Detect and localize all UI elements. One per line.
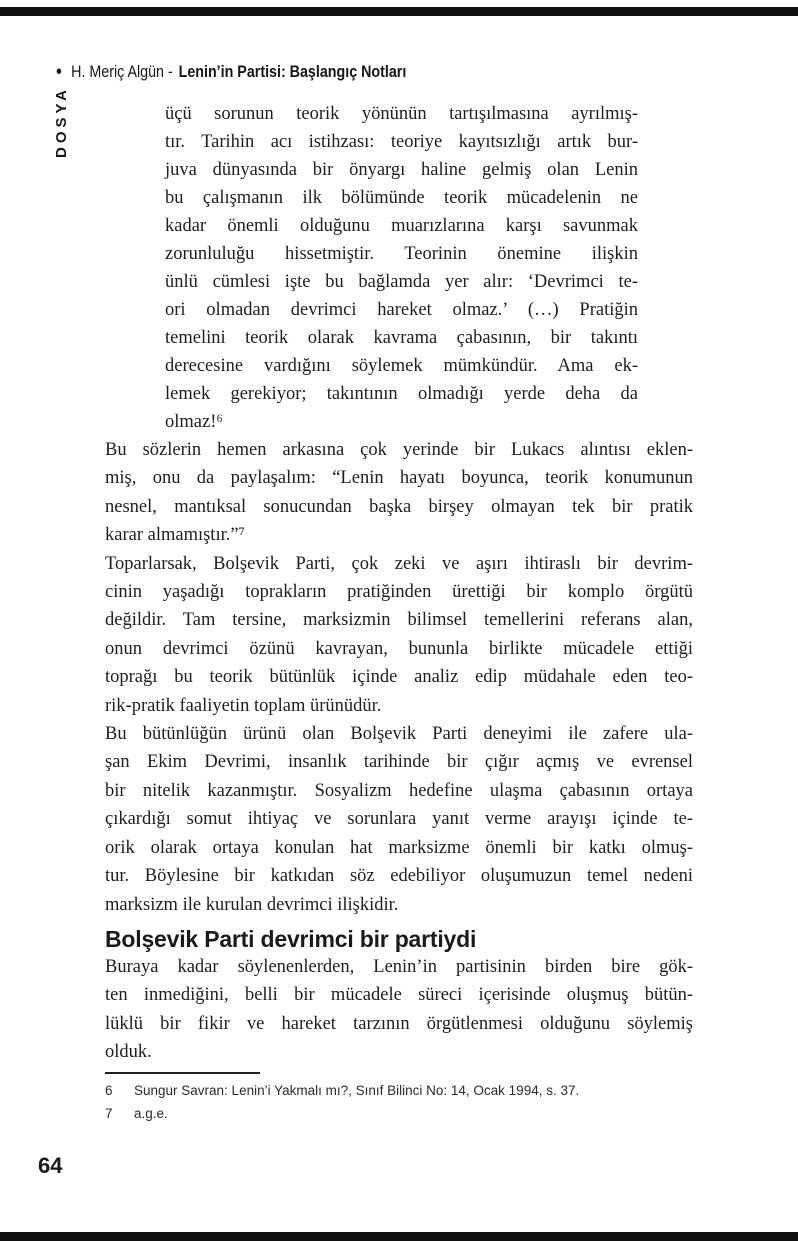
running-header [56, 62, 406, 82]
text-line: ten inmediğini, belli bir mücadele süreci içerisinde oluşmuş bütün- [105, 985, 693, 1006]
text-line: onun devrimci özünü kavrayan, bununla birlikte mücadele ettiği [105, 638, 693, 659]
text-line: miş, onu da paylaşalım: “Lenin hayatı boyunca, teorik konumunun [105, 468, 693, 489]
text-line: lemek gerekiyor; takıntının olmadığı yerde deha da [165, 384, 638, 404]
text-line: kadar önemli olduğunu muarızlarına karşı savunmak [165, 216, 638, 236]
text-line: değildir. Tam tersine, marksizmin bilimsel temellerini referans alan, [105, 610, 693, 631]
footnotes-list [105, 1079, 693, 1125]
text-line: toprağı bu teorik bütünlük içinde analiz edip müdahale eden teo- [105, 667, 693, 688]
header-author: H. Meriç Algün - [71, 62, 173, 81]
text-line: nesnel, mantıksal sonucundan başka birşey olmayan tek bir pratik [105, 496, 693, 517]
text-line: karar almamıştır.”⁷ [105, 525, 246, 546]
text-line: Buraya kadar söylenenlerden, Lenin’in partisinin birden bire gök- [105, 956, 693, 977]
text-column [105, 100, 693, 1125]
subheading: Bolşevik Parti devrimci bir partiydi [105, 925, 477, 952]
top-rule-bar [0, 7, 798, 16]
header-title: Lenin’in Partisi: Başlangıç Notları [178, 62, 407, 81]
text-line: lüklü bir fikir ve hareket tarzının örgütlenmesi olduğunu söylemiş [105, 1013, 693, 1034]
paragraph-toparlarsak [105, 550, 693, 720]
text-line: çıkardığı somut ihtiyaç ve sorunlara yanıt verme arayışı içinde te- [105, 809, 693, 830]
text-line: tır. Tarihin acı istihzası: teoriye kayıtsızlığı artık bur- [165, 132, 638, 152]
section-label-dosya: DOSYA [53, 86, 70, 158]
footnote-number: 7 [105, 1105, 113, 1121]
text-line: ünlü cümlesi işte bu bağlamda yer alır: ‘Devrimci te- [165, 272, 638, 292]
text-line: temelini teorik olarak kavrama çabasının, bir takıntı [165, 328, 638, 348]
footnote-text: a.g.e. [134, 1105, 168, 1121]
footnote-text: Sungur Savran: Lenin’i Yakmalı mı?, Sınıf Bilinci No: 14, Ocak 1994, s. 37. [134, 1082, 580, 1098]
text-line: zorunluluğu hissetmiştir. Teorinin önemine ilişkin [165, 244, 638, 264]
text-line: cinin yaşadığı toprakların pratiğinden ürettiği bir komplo örgütü [105, 582, 693, 603]
footnote-row [105, 1102, 693, 1125]
text-line: Bu bütünlüğün ürünü olan Bolşevik Parti deneyimi ile zafere ula- [105, 724, 693, 745]
paragraph-buraya-kadar [105, 953, 693, 1067]
text-line: rik-pratik faaliyetin toplam ürünüdür. [105, 695, 382, 716]
paragraph-ekim-devrimi [105, 720, 693, 919]
text-line: üçü sorunun teorik yönünün tartışılmasına ayrılmış- [165, 104, 638, 124]
text-line: Toparlarsak, Bolşevik Parti, çok zeki ve aşırı ihtiraslı bir devrim- [105, 553, 693, 574]
text-line: orik olarak ortaya konulan hat marksizme önemli bir katkı olmuş- [105, 837, 693, 858]
text-line: olmaz!⁶ [165, 412, 223, 432]
paragraph-lukacs [105, 436, 693, 550]
text-line: juva dünyasında bir önyargı haline gelmiş olan Lenin [165, 160, 638, 180]
quote-block [165, 100, 638, 436]
footnote-row [105, 1079, 693, 1102]
text-line: derecesine vardığını söylemek mümkündür. Ama ek- [165, 356, 638, 376]
text-line: olduk. [105, 1042, 152, 1063]
page-number: 64 [38, 1153, 63, 1178]
footnote-number: 6 [105, 1082, 113, 1098]
bottom-rule-bar [0, 1232, 798, 1241]
text-line: Bu sözlerin hemen arkasına çok yerinde bir Lukacs alıntısı eklen- [105, 440, 693, 460]
text-line: bir nitelik kazanmıştır. Sosyalizm hedefine ulaşma çabasının ortaya [105, 780, 693, 801]
bullet-icon: • [56, 61, 62, 83]
text-line: bu çalışmanın ilk bölümünde teorik mücadelenin ne [165, 188, 638, 208]
footnote-separator [105, 1072, 260, 1074]
text-line: şan Ekim Devrimi, insanlık tarihinde bir çığır açmış ve evrensel [105, 752, 693, 773]
text-line: ori olmadan devrimci hareket olmaz.’ (…) Pratiğin [165, 300, 638, 320]
text-line: tur. Böylesine bir katkıdan söz edebiliyor oluşumuzun temel nedeni [105, 866, 693, 887]
text-line: marksizm ile kurulan devrimci ilişkidir. [105, 894, 399, 915]
